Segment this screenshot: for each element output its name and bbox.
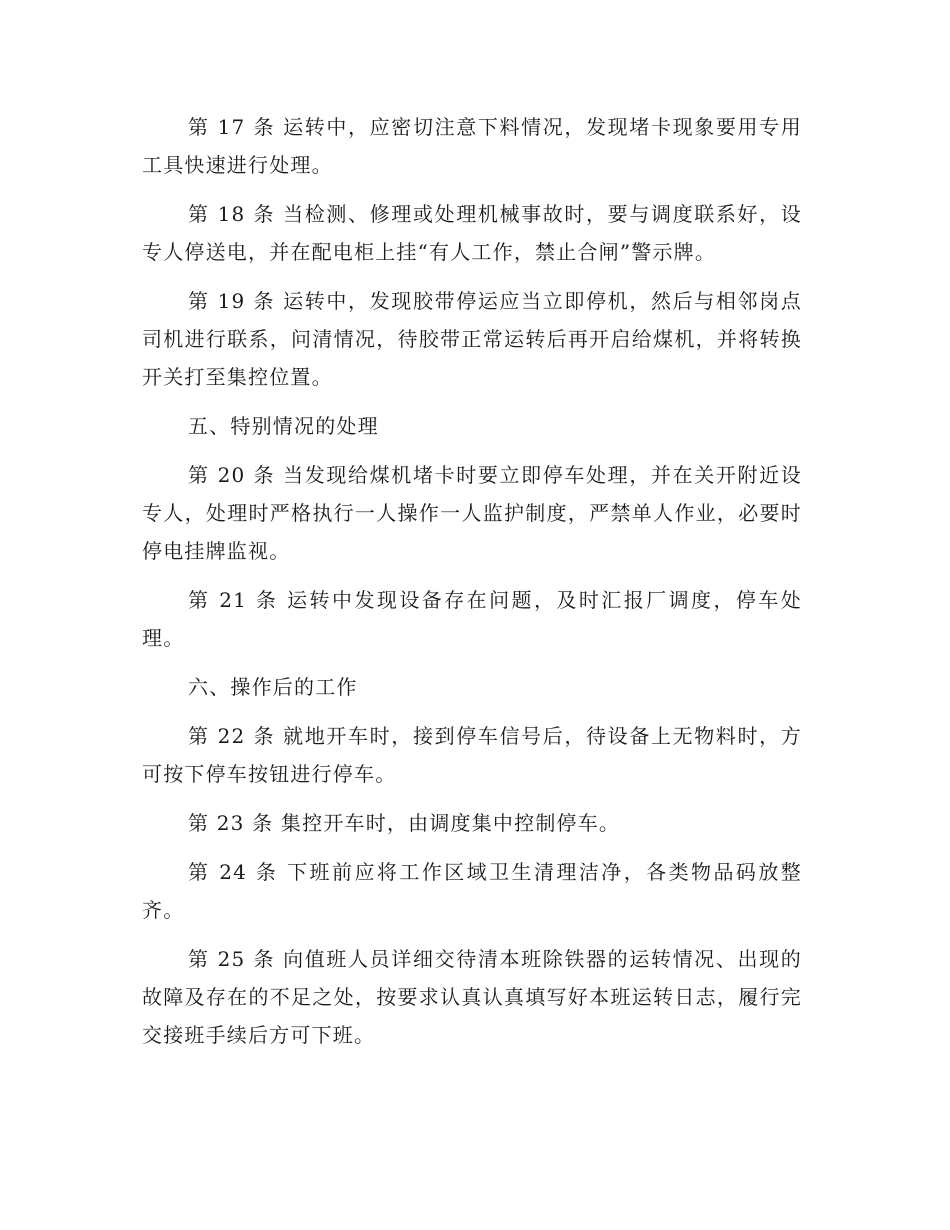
section-heading-special-situations: 五、特别情况的处理 [188,414,379,438]
document-body [142,108,802,1065]
article-17: 第 17 条 运转中，应密切注意下料情况，发现堵卡现象要用专用工具快速进行处理。 [142,115,802,177]
article-23: 第 23 条 集控开车时，由调度集中控制停车。 [188,811,621,835]
article-21: 第 21 条 运转中发现设备存在问题，及时汇报厂调度，停车处理。 [142,588,802,650]
section-heading-after-operation: 六、操作后的工作 [188,675,358,699]
article-20: 第 20 条 当发现给煤机堵卡时要立即停车处理，并在关开附近设专人，处理时严格执行一人操作一人监护制度，严禁单人作业，必要时停电挂牌监视。 [142,463,802,563]
article-18: 第 18 条 当检测、修理或处理机械事故时，要与调度联系好，设专人停送电，并在配电柜上挂“有人工作，禁止合闸”警示牌。 [142,202,802,264]
article-19: 第 19 条 运转中，发现胶带停运应当立即停机，然后与相邻岗点司机进行联系，问清情况，待胶带正常运转后再开启给煤机，并将转换开关打至集控位置。 [142,289,802,389]
article-25: 第 25 条 向值班人员详细交待清本班除铁器的运转情况、出现的故障及存在的不足之处，按要求认真认真填写好本班运转日志，履行完交接班手续后方可下班。 [142,947,802,1047]
article-24: 第 24 条 下班前应将工作区域卫生清理洁净，各类物品码放整齐。 [142,860,802,922]
article-22: 第 22 条 就地开车时，接到停车信号后，待设备上无物料时，方可按下停车按钮进行停车。 [142,724,802,786]
